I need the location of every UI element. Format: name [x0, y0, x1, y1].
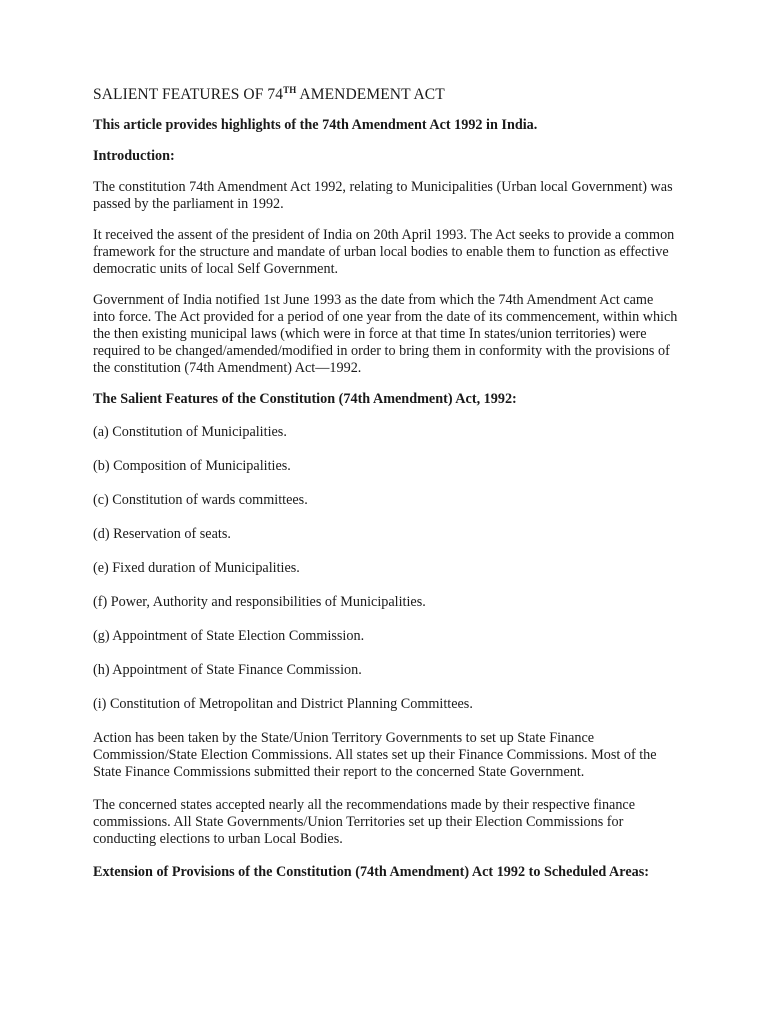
feature-item-h: (h) Appointment of State Finance Commission. — [93, 662, 362, 678]
lead-paragraph: This article provides highlights of the 74th Amendment Act 1992 in India. — [93, 117, 538, 133]
paragraph-1: The constitution 74th Amendment Act 1992, relating to Municipalities (Urban local Government) was passed by the parliament in 1992. — [93, 179, 673, 212]
feature-item-e: (e) Fixed duration of Municipalities. — [93, 560, 300, 576]
intro-heading: Introduction: — [93, 148, 175, 164]
feature-item-d: (d) Reservation of seats. — [93, 526, 231, 542]
title-rest: AMENDEMENT ACT — [296, 86, 445, 103]
paragraph-4: Action has been taken by the State/Union Territory Governments to set up State Finance Commission/State Election Commissions. All states set up their Finance Commissions. Most of the State Finance Commissions submitted their report to the concerned State Government. — [93, 730, 657, 780]
features-list — [93, 424, 678, 713]
document-body — [93, 86, 678, 881]
feature-item-f: (f) Power, Authority and responsibilities of Municipalities. — [93, 594, 426, 610]
feature-item-g: (g) Appointment of State Election Commission. — [93, 628, 365, 644]
feature-item-c: (c) Constitution of wards committees. — [93, 492, 308, 508]
feature-item-a: (a) Constitution of Municipalities. — [93, 424, 287, 440]
features-heading: The Salient Features of the Constitution (74th Amendment) Act, 1992: — [93, 391, 517, 407]
title-superscript: TH — [283, 85, 297, 95]
paragraph-5: The concerned states accepted nearly all the recommendations made by their respective finance commissions. All State Governments/Union Territories set up their Election Commissions for conducting elections to urban Local Bodies. — [93, 797, 636, 847]
paragraph-2: It received the assent of the president of India on 20th April 1993. The Act seeks to provide a common framework for the structure and mandate of urban local bodies to enable them to function as effective democratic units of local Self Government. — [93, 227, 675, 277]
document-title — [93, 86, 678, 103]
feature-item-b: (b) Composition of Municipalities. — [93, 458, 291, 474]
extension-heading: Extension of Provisions of the Constitution (74th Amendment) Act 1992 to Scheduled Areas: — [93, 864, 649, 880]
paragraph-3: Government of India notified 1st June 1993 as the date from which the 74th Amendment Act came into force. The Act provided for a period of one year from the date of its commencement, within which the then existing municipal laws (which were in force at that time In states/union territories) were required to be changed/amended/modified in order to bring them in conformity with the provisions of the constitution (74th Amendment) Act—1992. — [93, 292, 678, 376]
title-main: SALIENT FEATURES OF 74 — [93, 86, 284, 103]
feature-item-i: (i) Constitution of Metropolitan and District Planning Committees. — [93, 696, 473, 712]
